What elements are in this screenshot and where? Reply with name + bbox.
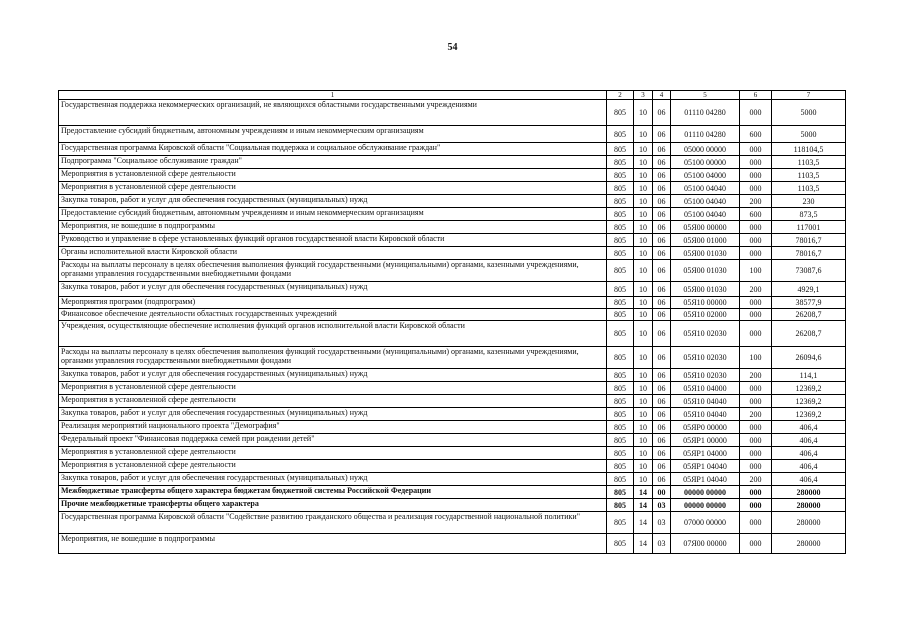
amount-cell: 114,1 [772, 369, 846, 382]
table-row [59, 534, 846, 554]
table-row [59, 126, 846, 143]
section-cell: 10 [634, 143, 653, 156]
subsection-cell: 06 [653, 408, 671, 421]
target-article-cell: 05Я00 01000 [671, 234, 740, 247]
amount-cell: 12369,2 [772, 408, 846, 421]
amount-cell: 12369,2 [772, 395, 846, 408]
admin-code-cell: 805 [607, 382, 634, 395]
row-name-cell: Мероприятия программ (подпрограмм) [59, 297, 607, 309]
amount-cell: 5000 [772, 100, 846, 126]
column-number-6: 6 [740, 91, 772, 100]
amount-cell: 5000 [772, 126, 846, 143]
amount-cell: 26208,7 [772, 309, 846, 321]
target-article-cell: 05ЯР1 04000 [671, 447, 740, 460]
row-name-cell: Предоставление субсидий бюджетным, автономным учреждениям и иным некоммерческим организациям [59, 208, 607, 221]
section-cell: 10 [634, 234, 653, 247]
budget-table-body [59, 91, 846, 554]
row-name-cell: Мероприятия в установленной сфере деятельности [59, 169, 607, 182]
expense-type-cell: 000 [740, 182, 772, 195]
section-cell: 10 [634, 309, 653, 321]
admin-code-cell: 805 [607, 195, 634, 208]
section-cell: 14 [634, 499, 653, 512]
expense-type-cell: 000 [740, 486, 772, 499]
expense-type-cell: 600 [740, 126, 772, 143]
amount-cell: 280000 [772, 512, 846, 534]
expense-type-cell: 200 [740, 369, 772, 382]
subsection-cell: 06 [653, 282, 671, 297]
expense-type-cell: 000 [740, 534, 772, 554]
budget-table [58, 90, 846, 554]
target-article-cell: 05100 04040 [671, 208, 740, 221]
section-cell: 10 [634, 434, 653, 447]
table-row [59, 382, 846, 395]
subsection-cell: 06 [653, 321, 671, 347]
amount-cell: 78016,7 [772, 234, 846, 247]
expense-type-cell: 000 [740, 447, 772, 460]
target-article-cell: 07000 00000 [671, 512, 740, 534]
table-row [59, 208, 846, 221]
target-article-cell: 05Я10 04040 [671, 395, 740, 408]
amount-cell: 230 [772, 195, 846, 208]
target-article-cell: 07Я00 00000 [671, 534, 740, 554]
row-name-cell: Органы исполнительной власти Кировской области [59, 247, 607, 260]
amount-cell: 280000 [772, 534, 846, 554]
expense-type-cell: 000 [740, 143, 772, 156]
section-cell: 10 [634, 321, 653, 347]
section-cell: 10 [634, 447, 653, 460]
section-cell: 10 [634, 260, 653, 282]
target-article-cell: 01110 04280 [671, 100, 740, 126]
row-name-cell: Мероприятия в установленной сфере деятельности [59, 460, 607, 473]
amount-cell: 78016,7 [772, 247, 846, 260]
expense-type-cell: 000 [740, 499, 772, 512]
expense-type-cell: 000 [740, 421, 772, 434]
row-name-cell: Мероприятия в установленной сфере деятельности [59, 395, 607, 408]
row-name-cell: Государственная программа Кировской области "Содействие развитию гражданского общества и реализация государственной национальной политики" [59, 512, 607, 534]
row-name-cell: Учреждения, осуществляющие обеспечение исполнения функций органов исполнительной власти Кировской области [59, 321, 607, 347]
admin-code-cell: 805 [607, 182, 634, 195]
column-number-3: 3 [634, 91, 653, 100]
expense-type-cell: 200 [740, 408, 772, 421]
amount-cell: 1103,5 [772, 156, 846, 169]
admin-code-cell: 805 [607, 534, 634, 554]
target-article-cell: 05Я10 02030 [671, 321, 740, 347]
table-row [59, 100, 846, 126]
section-cell: 10 [634, 282, 653, 297]
column-number-row [59, 91, 846, 100]
amount-cell: 406,4 [772, 421, 846, 434]
subsection-cell: 06 [653, 156, 671, 169]
target-article-cell: 05ЯР1 04040 [671, 460, 740, 473]
table-row [59, 486, 846, 499]
amount-cell: 1103,5 [772, 182, 846, 195]
amount-cell: 406,4 [772, 473, 846, 486]
admin-code-cell: 805 [607, 126, 634, 143]
expense-type-cell: 100 [740, 347, 772, 369]
target-article-cell: 05100 00000 [671, 156, 740, 169]
target-article-cell: 05ЯР1 04040 [671, 473, 740, 486]
table-row [59, 473, 846, 486]
subsection-cell: 06 [653, 395, 671, 408]
subsection-cell: 06 [653, 126, 671, 143]
target-article-cell: 05ЯР1 00000 [671, 434, 740, 447]
column-number-2: 2 [607, 91, 634, 100]
subsection-cell: 06 [653, 221, 671, 234]
subsection-cell: 06 [653, 369, 671, 382]
amount-cell: 26208,7 [772, 321, 846, 347]
expense-type-cell: 000 [740, 221, 772, 234]
target-article-cell: 05Я00 00000 [671, 221, 740, 234]
target-article-cell: 05Я10 02000 [671, 309, 740, 321]
admin-code-cell: 805 [607, 143, 634, 156]
table-row [59, 434, 846, 447]
row-name-cell: Межбюджетные трансферты общего характера бюджетам бюджетной системы Российской Федерации [59, 486, 607, 499]
admin-code-cell: 805 [607, 260, 634, 282]
table-row [59, 421, 846, 434]
subsection-cell: 06 [653, 260, 671, 282]
subsection-cell: 06 [653, 195, 671, 208]
target-article-cell: 00000 00000 [671, 499, 740, 512]
table-row [59, 369, 846, 382]
column-number-5: 5 [671, 91, 740, 100]
table-row [59, 297, 846, 309]
target-article-cell: 01110 04280 [671, 126, 740, 143]
section-cell: 10 [634, 156, 653, 169]
row-name-cell: Мероприятия в установленной сфере деятельности [59, 382, 607, 395]
subsection-cell: 03 [653, 499, 671, 512]
section-cell: 10 [634, 247, 653, 260]
row-name-cell: Закупка товаров, работ и услуг для обеспечения государственных (муниципальных) нужд [59, 195, 607, 208]
subsection-cell: 06 [653, 297, 671, 309]
subsection-cell: 06 [653, 473, 671, 486]
row-name-cell: Федеральный проект "Финансовая поддержка семей при рождении детей" [59, 434, 607, 447]
subsection-cell: 06 [653, 234, 671, 247]
target-article-cell: 05000 00000 [671, 143, 740, 156]
table-row [59, 447, 846, 460]
row-name-cell: Государственная поддержка некоммерческих организаций, не являющихся областными государственными учреждениями [59, 100, 607, 126]
amount-cell: 280000 [772, 486, 846, 499]
table-row [59, 499, 846, 512]
row-name-cell: Прочие межбюджетные трансферты общего характера [59, 499, 607, 512]
admin-code-cell: 805 [607, 499, 634, 512]
table-row [59, 260, 846, 282]
section-cell: 10 [634, 182, 653, 195]
target-article-cell: 05Я10 00000 [671, 297, 740, 309]
target-article-cell: 05Я00 01030 [671, 260, 740, 282]
subsection-cell: 06 [653, 421, 671, 434]
admin-code-cell: 805 [607, 512, 634, 534]
section-cell: 10 [634, 395, 653, 408]
expense-type-cell: 200 [740, 473, 772, 486]
section-cell: 10 [634, 126, 653, 143]
section-cell: 10 [634, 473, 653, 486]
table-row [59, 395, 846, 408]
row-name-cell: Руководство и управление в сфере установленных функций органов государственной власти Кировской области [59, 234, 607, 247]
table-row [59, 156, 846, 169]
amount-cell: 73087,6 [772, 260, 846, 282]
amount-cell: 280000 [772, 499, 846, 512]
expense-type-cell: 600 [740, 208, 772, 221]
admin-code-cell: 805 [607, 486, 634, 499]
section-cell: 10 [634, 100, 653, 126]
subsection-cell: 06 [653, 309, 671, 321]
expense-type-cell: 000 [740, 512, 772, 534]
page-number: 54 [447, 42, 458, 53]
subsection-cell: 06 [653, 447, 671, 460]
admin-code-cell: 805 [607, 247, 634, 260]
amount-cell: 38577,9 [772, 297, 846, 309]
row-name-cell: Закупка товаров, работ и услуг для обеспечения государственных (муниципальных) нужд [59, 369, 607, 382]
row-name-cell: Реализация мероприятий национального проекта "Демография" [59, 421, 607, 434]
expense-type-cell: 000 [740, 247, 772, 260]
admin-code-cell: 805 [607, 395, 634, 408]
table-row [59, 309, 846, 321]
subsection-cell: 06 [653, 382, 671, 395]
subsection-cell: 06 [653, 100, 671, 126]
section-cell: 10 [634, 460, 653, 473]
column-number-1: 1 [59, 91, 607, 100]
target-article-cell: 05100 04040 [671, 182, 740, 195]
expense-type-cell: 000 [740, 234, 772, 247]
admin-code-cell: 805 [607, 234, 634, 247]
admin-code-cell: 805 [607, 421, 634, 434]
table-row [59, 182, 846, 195]
section-cell: 10 [634, 297, 653, 309]
table-row [59, 234, 846, 247]
table-row [59, 195, 846, 208]
admin-code-cell: 805 [607, 156, 634, 169]
row-name-cell: Финансовое обеспечение деятельности областных государственных учреждений [59, 309, 607, 321]
admin-code-cell: 805 [607, 321, 634, 347]
table-row [59, 460, 846, 473]
section-cell: 10 [634, 208, 653, 221]
row-name-cell: Закупка товаров, работ и услуг для обеспечения государственных (муниципальных) нужд [59, 408, 607, 421]
admin-code-cell: 805 [607, 282, 634, 297]
admin-code-cell: 805 [607, 309, 634, 321]
expense-type-cell: 000 [740, 169, 772, 182]
subsection-cell: 06 [653, 182, 671, 195]
table-row [59, 169, 846, 182]
row-name-cell: Мероприятия, не вошедшие в подпрограммы [59, 534, 607, 554]
admin-code-cell: 805 [607, 434, 634, 447]
row-name-cell: Мероприятия, не вошедшие в подпрограммы [59, 221, 607, 234]
section-cell: 10 [634, 195, 653, 208]
expense-type-cell: 000 [740, 309, 772, 321]
target-article-cell: 05ЯР0 00000 [671, 421, 740, 434]
admin-code-cell: 805 [607, 447, 634, 460]
admin-code-cell: 805 [607, 100, 634, 126]
table-row [59, 282, 846, 297]
admin-code-cell: 805 [607, 369, 634, 382]
target-article-cell: 00000 00000 [671, 486, 740, 499]
section-cell: 10 [634, 221, 653, 234]
subsection-cell: 03 [653, 512, 671, 534]
table-row [59, 221, 846, 234]
admin-code-cell: 805 [607, 297, 634, 309]
section-cell: 10 [634, 369, 653, 382]
subsection-cell: 00 [653, 486, 671, 499]
table-row [59, 512, 846, 534]
table-row [59, 347, 846, 369]
section-cell: 14 [634, 534, 653, 554]
amount-cell: 406,4 [772, 460, 846, 473]
row-name-cell: Подпрограмма "Социальное обслуживание граждан" [59, 156, 607, 169]
admin-code-cell: 805 [607, 347, 634, 369]
target-article-cell: 05100 04000 [671, 169, 740, 182]
expense-type-cell: 000 [740, 100, 772, 126]
amount-cell: 873,5 [772, 208, 846, 221]
section-cell: 10 [634, 347, 653, 369]
expense-type-cell: 000 [740, 434, 772, 447]
amount-cell: 406,4 [772, 447, 846, 460]
target-article-cell: 05Я10 02030 [671, 347, 740, 369]
amount-cell: 1103,5 [772, 169, 846, 182]
target-article-cell: 05Я10 04000 [671, 382, 740, 395]
table-row [59, 143, 846, 156]
expense-type-cell: 200 [740, 282, 772, 297]
column-number-4: 4 [653, 91, 671, 100]
target-article-cell: 05Я10 04040 [671, 408, 740, 421]
amount-cell: 12369,2 [772, 382, 846, 395]
expense-type-cell: 000 [740, 297, 772, 309]
subsection-cell: 03 [653, 534, 671, 554]
section-cell: 14 [634, 512, 653, 534]
target-article-cell: 05100 04040 [671, 195, 740, 208]
expense-type-cell: 000 [740, 321, 772, 347]
row-name-cell: Мероприятия в установленной сфере деятельности [59, 182, 607, 195]
admin-code-cell: 805 [607, 208, 634, 221]
expense-type-cell: 000 [740, 156, 772, 169]
row-name-cell: Государственная программа Кировской области "Социальная поддержка и социальное обслуживание граждан" [59, 143, 607, 156]
amount-cell: 118104,5 [772, 143, 846, 156]
section-cell: 10 [634, 408, 653, 421]
admin-code-cell: 805 [607, 221, 634, 234]
subsection-cell: 06 [653, 208, 671, 221]
expense-type-cell: 000 [740, 382, 772, 395]
admin-code-cell: 805 [607, 460, 634, 473]
row-name-cell: Предоставление субсидий бюджетным, автономным учреждениям и иным некоммерческим организациям [59, 126, 607, 143]
expense-type-cell: 100 [740, 260, 772, 282]
subsection-cell: 06 [653, 434, 671, 447]
subsection-cell: 06 [653, 247, 671, 260]
table-row [59, 321, 846, 347]
row-name-cell: Расходы на выплаты персоналу в целях обеспечения выполнения функций государственными (муниципальными) органами, казенными учреждениями, органами управления государственными внебюджетными фондами [59, 347, 607, 369]
target-article-cell: 05Я10 02030 [671, 369, 740, 382]
column-number-7: 7 [772, 91, 846, 100]
expense-type-cell: 000 [740, 395, 772, 408]
subsection-cell: 06 [653, 460, 671, 473]
table-row [59, 247, 846, 260]
section-cell: 10 [634, 382, 653, 395]
amount-cell: 117001 [772, 221, 846, 234]
admin-code-cell: 805 [607, 169, 634, 182]
admin-code-cell: 805 [607, 408, 634, 421]
admin-code-cell: 805 [607, 473, 634, 486]
row-name-cell: Мероприятия в установленной сфере деятельности [59, 447, 607, 460]
subsection-cell: 06 [653, 143, 671, 156]
section-cell: 10 [634, 421, 653, 434]
table-row [59, 408, 846, 421]
subsection-cell: 06 [653, 169, 671, 182]
row-name-cell: Закупка товаров, работ и услуг для обеспечения государственных (муниципальных) нужд [59, 282, 607, 297]
target-article-cell: 05Я00 01030 [671, 282, 740, 297]
target-article-cell: 05Я00 01030 [671, 247, 740, 260]
section-cell: 10 [634, 169, 653, 182]
amount-cell: 406,4 [772, 434, 846, 447]
amount-cell: 4929,1 [772, 282, 846, 297]
expense-type-cell: 000 [740, 460, 772, 473]
row-name-cell: Расходы на выплаты персоналу в целях обеспечения выполнения функций государственными (муниципальными) органами, казенными учреждениями, органами управления государственными внебюджетными фондами [59, 260, 607, 282]
amount-cell: 26094,6 [772, 347, 846, 369]
subsection-cell: 06 [653, 347, 671, 369]
row-name-cell: Закупка товаров, работ и услуг для обеспечения государственных (муниципальных) нужд [59, 473, 607, 486]
section-cell: 14 [634, 486, 653, 499]
expense-type-cell: 200 [740, 195, 772, 208]
